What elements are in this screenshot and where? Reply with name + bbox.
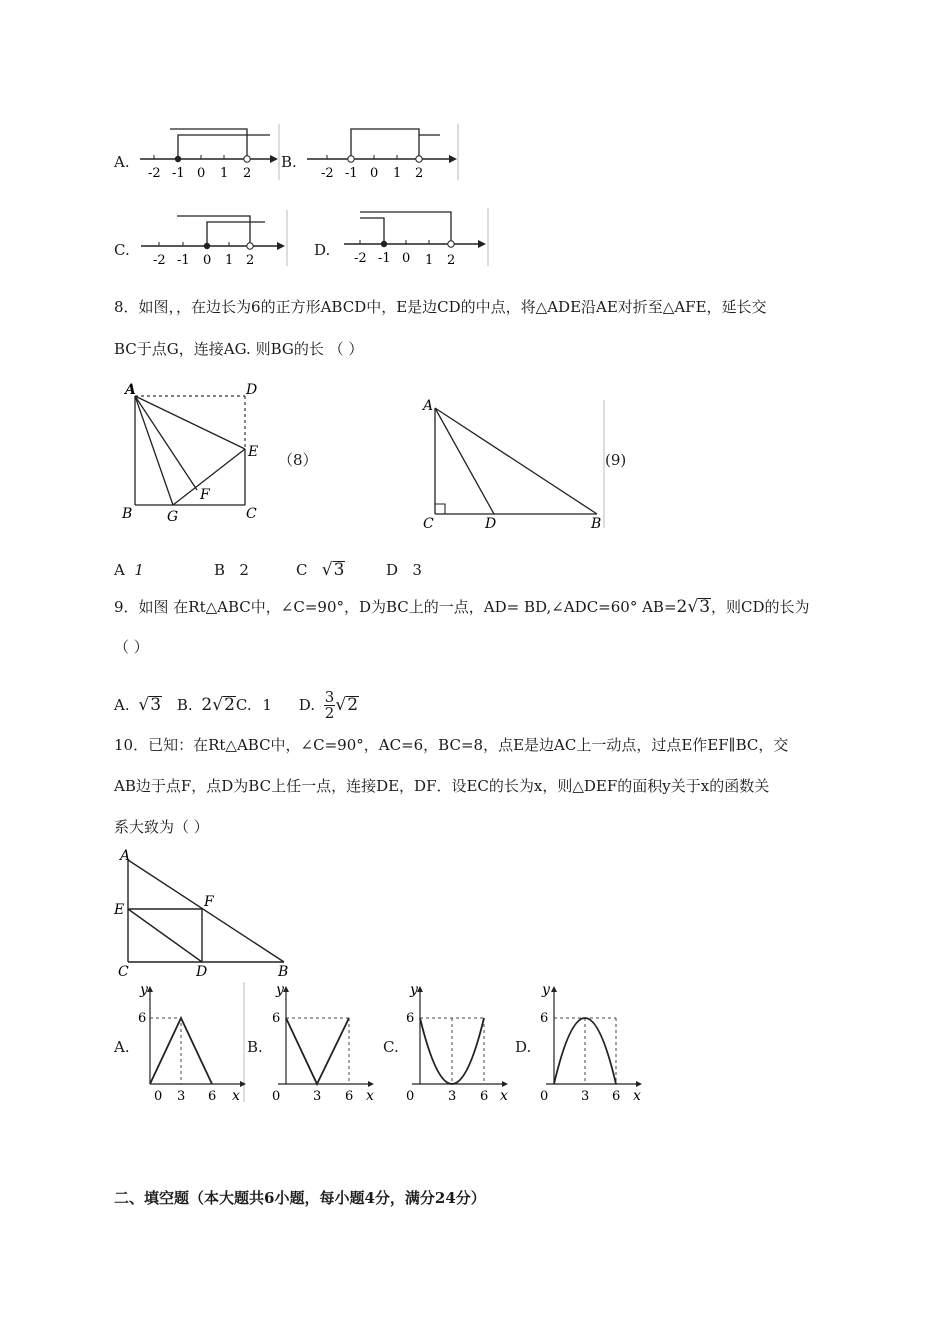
q8-choice-c: C √3 bbox=[296, 560, 345, 580]
q8-choice-d: D 3 bbox=[386, 561, 422, 579]
q10b-x-tick: 0 bbox=[272, 1089, 281, 1104]
q10d-x-axis: x bbox=[633, 1088, 641, 1104]
q8-vertex-d: D bbox=[246, 382, 258, 398]
q9-vertex-c: C bbox=[423, 516, 434, 532]
q8-vertex-b: B bbox=[122, 506, 133, 522]
q7d-tick: 1 bbox=[425, 253, 434, 268]
q10-text-line-3: 系大致为（ ） bbox=[114, 818, 209, 836]
q7b-tick: -1 bbox=[345, 166, 358, 181]
q7c-tick: 1 bbox=[225, 253, 234, 268]
q10d-y-tick: 6 bbox=[540, 1011, 549, 1026]
q8-choice-a: A 1 bbox=[114, 561, 144, 579]
q10d-x-tick: 0 bbox=[540, 1089, 549, 1104]
q9-choice-a-label: A. bbox=[114, 696, 130, 714]
q7c-tick: -1 bbox=[177, 253, 190, 268]
q9-choice-a-value: 3 bbox=[150, 695, 162, 715]
q7c-tick: 0 bbox=[203, 253, 212, 268]
q7c-tick: -2 bbox=[153, 253, 166, 268]
q9-text-line-2: （ ） bbox=[114, 638, 149, 656]
q10a-x-tick: 0 bbox=[154, 1089, 163, 1104]
q8-choice-b: B 2 bbox=[214, 561, 249, 579]
q10d-y-axis: y bbox=[542, 982, 550, 998]
q8-vertex-g: G bbox=[167, 509, 179, 523]
q7-option-d-number-line bbox=[340, 206, 490, 268]
q9-vertex-b: B bbox=[591, 516, 602, 532]
q9-vertex-d: D bbox=[485, 516, 497, 532]
q10b-x-axis: x bbox=[366, 1088, 374, 1104]
q7d-tick: -1 bbox=[378, 251, 391, 266]
q8-vertex-a: A bbox=[125, 382, 136, 398]
q9-choice-c-value: 1 bbox=[262, 696, 272, 714]
q10-vertex-f: F bbox=[204, 894, 214, 910]
q7-option-b-label: B. bbox=[281, 153, 297, 171]
q7a-tick: 1 bbox=[220, 166, 229, 181]
q10-graph-b bbox=[268, 980, 380, 1106]
q8-figure-label: （8） bbox=[278, 451, 318, 469]
q8-text-line-1: 8．如图，，在边长为6的正方形ABCD中，E是边CD的中点，将△ADE沿AE对折至△AFE，延长交 bbox=[114, 298, 767, 316]
q7d-tick: 2 bbox=[447, 253, 456, 268]
q9-text-line-1: 9．如图 在Rt△ABC中，∠C=90°，D为BC上的一点，AD= BD,∠ADC=60° AB=2√3，则CD的长为 bbox=[114, 597, 810, 617]
q10-vertex-e: E bbox=[114, 902, 125, 918]
q8-vertex-e: E bbox=[248, 444, 259, 460]
q10c-y-tick: 6 bbox=[406, 1011, 415, 1026]
q10-vertex-d: D bbox=[196, 964, 208, 978]
q9-choice-c-label: C. bbox=[235, 696, 252, 714]
q9-figure-label: (9) bbox=[605, 451, 627, 469]
q9-choices: A. √3 B. 2√2C. 1 D. $\frac{3}{2}$ √2 bbox=[114, 688, 359, 722]
q7a-tick: 2 bbox=[243, 166, 252, 181]
q7b-tick: 2 bbox=[415, 166, 424, 181]
q7-option-b-number-line bbox=[303, 122, 459, 182]
q10b-x-tick: 3 bbox=[313, 1089, 322, 1104]
q7a-tick: -1 bbox=[172, 166, 185, 181]
q10c-x-tick: 3 bbox=[448, 1089, 457, 1104]
q10-vertex-b: B bbox=[278, 964, 289, 978]
q10-graph-c-label: C. bbox=[383, 1038, 399, 1056]
q10c-x-axis: x bbox=[500, 1088, 508, 1104]
q9-choice-d-label: D. bbox=[298, 696, 316, 714]
q8-vertex-f: F bbox=[200, 487, 210, 503]
q10a-x-tick: 6 bbox=[208, 1089, 217, 1104]
q10-text-line-1: 10．已知：在Rt△ABC中，∠C=90°，AC=6，BC=8，点E是边AC上一动点，过点E作EF∥BC，交 bbox=[114, 736, 789, 754]
q10-triangle-figure bbox=[112, 846, 292, 978]
q10c-x-tick: 0 bbox=[406, 1089, 415, 1104]
q10-vertex-c: C bbox=[118, 964, 129, 978]
q7-option-a-label: A. bbox=[114, 153, 130, 171]
q10d-x-tick: 6 bbox=[612, 1089, 621, 1104]
q7c-tick: 2 bbox=[246, 253, 255, 268]
q10d-x-tick: 3 bbox=[581, 1089, 590, 1104]
q7d-tick: -2 bbox=[354, 251, 367, 266]
q7-option-a-number-line bbox=[130, 122, 282, 182]
q10a-x-tick: 3 bbox=[177, 1089, 186, 1104]
q9-vertex-a: A bbox=[423, 398, 434, 414]
q10b-y-tick: 6 bbox=[272, 1011, 281, 1026]
q10a-y-tick: 6 bbox=[138, 1011, 147, 1026]
q10-graph-b-label: B. bbox=[247, 1038, 263, 1056]
q9-choice-b-label: B. bbox=[176, 696, 193, 714]
q10-text-line-2: AB边于点F，点D为BC上任一点，连接DE，DF．设EC的长为x，则△DEF的面积y关于x的函数关 bbox=[114, 777, 770, 795]
q10-graph-d-label: D. bbox=[515, 1038, 532, 1056]
q7a-tick: -2 bbox=[148, 166, 161, 181]
q8-vertex-c: C bbox=[246, 506, 257, 522]
q10c-x-tick: 6 bbox=[480, 1089, 489, 1104]
q9-triangle-figure bbox=[419, 396, 607, 532]
q7a-tick: 0 bbox=[197, 166, 206, 181]
q10b-x-tick: 6 bbox=[345, 1089, 354, 1104]
q10c-y-axis: y bbox=[410, 982, 418, 998]
q7b-tick: -2 bbox=[321, 166, 334, 181]
q7b-tick: 1 bbox=[393, 166, 402, 181]
q7b-tick: 0 bbox=[370, 166, 379, 181]
q10b-y-axis: y bbox=[276, 982, 284, 998]
q10-vertex-a: A bbox=[120, 848, 131, 864]
q10-graph-c bbox=[402, 980, 514, 1106]
q10a-x-axis: x bbox=[232, 1088, 240, 1104]
q7-option-d-label: D. bbox=[314, 241, 331, 259]
q7d-tick: 0 bbox=[402, 251, 411, 266]
q7-option-c-number-line bbox=[137, 208, 289, 268]
q7-option-c-label: C. bbox=[114, 241, 130, 259]
q10-graph-a-label: A. bbox=[114, 1038, 130, 1056]
q8-text-line-2: BC于点G，连接AG. 则BG的长 （ ） bbox=[114, 340, 364, 358]
q8-square-figure bbox=[116, 378, 276, 523]
q10a-y-axis: y bbox=[140, 982, 148, 998]
q10-graph-a bbox=[136, 980, 248, 1106]
section-2-heading: 二、填空题（本大题共6小题，每小题4分，满分24分） bbox=[114, 1189, 486, 1207]
q10-graph-d bbox=[536, 980, 650, 1106]
